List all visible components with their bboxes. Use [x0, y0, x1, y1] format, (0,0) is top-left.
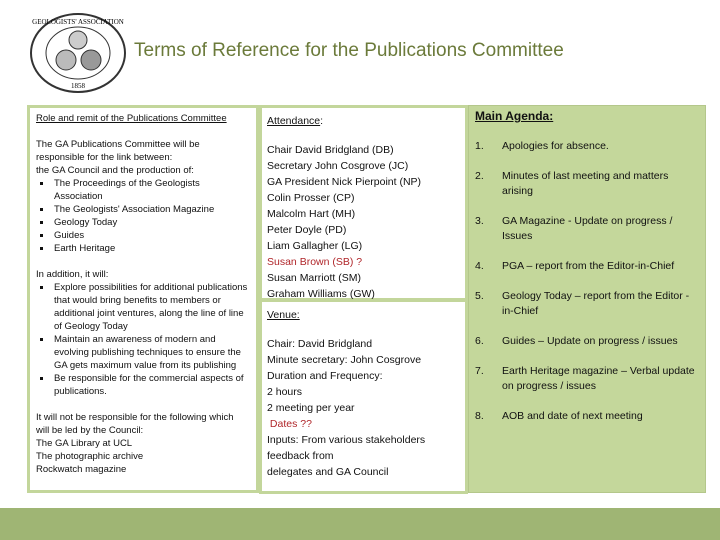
venue-line: Inputs: From various stakeholders: [267, 434, 426, 446]
venue-line: Duration and Frequency:: [267, 370, 383, 382]
agenda-item: [475, 214, 699, 244]
agenda-text: Geology Today – report from the Editor -in-Chief: [502, 290, 690, 317]
member: Peter Doyle (PD): [267, 224, 347, 236]
agenda-panel: [468, 105, 706, 493]
venue-line: Minute secretary: John Cosgrove: [267, 354, 422, 366]
agenda-text: Guides – Update on progress / issues: [502, 335, 678, 347]
venue-line: feedback from: [267, 450, 334, 462]
svg-text:GEOLOGISTS' ASSOCIATION: GEOLOGISTS' ASSOCIATION: [32, 18, 124, 26]
venue-line: 2 hours: [267, 386, 303, 398]
member: GA President Nick Pierpoint (NP): [267, 176, 422, 188]
member: Graham Williams (GW): [267, 288, 375, 300]
venue-line: delegates and GA Council: [267, 466, 389, 478]
member: Secretary John Cosgrove (JC): [267, 160, 409, 172]
agenda-heading: Main Agenda:: [475, 109, 554, 123]
addition-heading: In addition, it will:: [36, 269, 109, 280]
intro-line: the GA Council and the production of:: [36, 165, 194, 176]
agenda-number: 8.: [475, 410, 484, 422]
agenda-item: [475, 289, 699, 319]
agenda-text: Apologies for absence.: [502, 140, 609, 152]
attendance-panel: [259, 105, 468, 301]
colon: :: [320, 115, 324, 127]
footer-band: [0, 508, 720, 540]
agenda-text: Minutes of last meeting and matters arising: [502, 170, 669, 197]
member: Susan Marriott (SM): [267, 272, 361, 284]
member-tentative: Susan Brown (SB) ?: [267, 256, 363, 268]
agenda-number: 1.: [475, 140, 484, 152]
agenda-item: [475, 364, 699, 394]
list-item: ▪ Explore possibilities for additional publications that would bring benefits to members or additional joint ventures, along the line of line of Geology Today: [52, 281, 250, 333]
agenda-item: [475, 169, 699, 199]
agenda-number: 4.: [475, 260, 484, 272]
agenda-number: 7.: [475, 365, 484, 377]
list-item: The photographic archive: [36, 451, 144, 462]
agenda-number: 2.: [475, 170, 484, 182]
intro-line: responsible for the link between:: [36, 152, 173, 163]
venue-dates: Dates ??: [267, 418, 312, 430]
geologists-association-logo: [28, 12, 128, 94]
list-item: Rockwatch magazine: [36, 464, 127, 475]
agenda-text: GA Magazine - Update on progress / Issues: [502, 215, 673, 242]
agenda-number: 6.: [475, 335, 484, 347]
venue-line: 2 meeting per year: [267, 402, 355, 414]
member: Chair David Bridgland (DB): [267, 144, 394, 156]
agenda-text: AOB and date of next meeting: [502, 410, 643, 422]
agenda-item: [475, 139, 699, 154]
list-item: ▪ The Geologists' Association Magazine: [52, 203, 250, 216]
venue-panel: [259, 299, 468, 494]
publications-list: [36, 177, 250, 255]
additions-list: [36, 281, 250, 398]
agenda-item: [475, 334, 699, 349]
member: Colin Prosser (CP): [267, 192, 355, 204]
svg-text:1858: 1858: [71, 82, 85, 90]
venue-line: Chair: David Bridgland: [267, 338, 373, 350]
agenda-number: 3.: [475, 215, 484, 227]
role-remit-panel: [27, 105, 259, 493]
intro-line: The GA Publications Committee will be: [36, 139, 200, 150]
not-heading: It will not be responsible for the following which: [36, 412, 234, 423]
list-item: ▪ Guides: [52, 229, 250, 242]
not-heading: will be led by the Council:: [36, 425, 144, 436]
agenda-item: [475, 259, 699, 274]
agenda-item: [475, 409, 699, 424]
list-item: ▪ Maintain an awareness of modern and evolving publishing techniques to ensure the GA gets maximum value from its publishing: [52, 333, 250, 372]
page-title: Terms of Reference for the Publications Committee: [134, 40, 564, 61]
list-item: ▪ Earth Heritage: [52, 242, 250, 255]
list-item: The GA Library at UCL: [36, 438, 133, 449]
member: Liam Gallagher (LG): [267, 240, 363, 252]
agenda-number: 5.: [475, 290, 484, 302]
venue-heading: Venue:: [267, 309, 300, 321]
list-item: ▪ The Proceedings of the Geologists Association: [52, 177, 250, 203]
member: Malcolm Hart (MH): [267, 208, 356, 220]
role-heading: Role and remit of the Publications Committee: [36, 113, 227, 124]
list-item: ▪ Be responsible for the commercial aspects of publications.: [52, 372, 250, 398]
list-item: ▪ Geology Today: [52, 216, 250, 229]
agenda-text: PGA – report from the Editor-in-Chief: [502, 260, 675, 272]
agenda-text: Earth Heritage magazine – Verbal update on progress / issues: [502, 365, 695, 392]
attendance-heading: Attendance: [267, 115, 321, 127]
